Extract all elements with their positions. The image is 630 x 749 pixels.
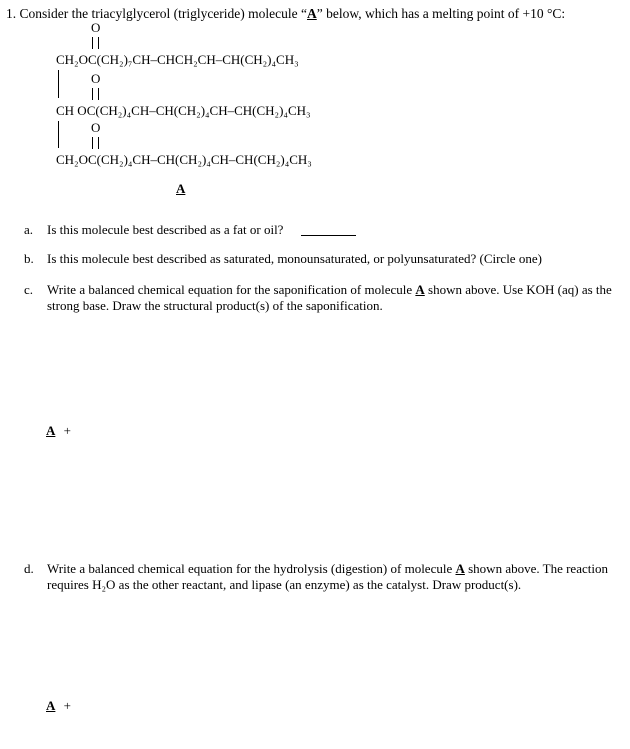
equation-d (46, 698, 71, 714)
double-bond-2 (92, 88, 99, 100)
equation-c-plus: + (63, 423, 71, 438)
glycerol-bond-1 (58, 70, 59, 98)
equation-c (46, 423, 71, 439)
question-text-after: ” below, which has a melting point of +10 °C: (316, 6, 566, 21)
question-text-before: Consider the triacylglycerol (triglyceride) molecule “ (19, 6, 308, 21)
double-bond-3 (92, 137, 99, 149)
part-c-letter: c. (24, 282, 34, 297)
molecule-label-ref-c: A (415, 282, 425, 297)
part-a-letter: a. (24, 222, 34, 237)
fatty-acid-chain-3: CH₂OC(CH₂)₄CH–CH(CH₂)₄CH–CH(CH₂)₄CH₃ (56, 152, 312, 167)
equation-d-plus: + (63, 698, 71, 713)
fatty-acid-chain-1: CH₂OC(CH₂)₇CH–CHCH₂CH–CH(CH₂)₄CH₃ (56, 52, 299, 67)
part-d-letter: d. (24, 561, 34, 576)
glycerol-bond-2 (58, 121, 59, 148)
molecule-label-ref-d: A (455, 561, 465, 576)
question-number: 1. (6, 6, 17, 21)
part-c-text: Write a balanced chemical equation for the saponification of molecule A shown above. Use KOH (aq) as the strong base. Draw the structural product(s) of the saponification. (47, 282, 612, 313)
molecule-label: A (176, 181, 186, 196)
part-b-letter: b. (24, 251, 34, 266)
part-d-text: Write a balanced chemical equation for the hydrolysis (digestion) of molecule A shown above. The reaction requires H₂O as the other reactant, and lipase (an enzyme) as the catalyst. Draw product(s). (47, 561, 608, 592)
carbonyl-oxygen-3: O (91, 120, 101, 135)
answer-blank-a[interactable] (301, 235, 356, 236)
fatty-acid-chain-2: CH OC(CH₂)₄CH–CH(CH₂)₄CH–CH(CH₂)₄CH₃ (56, 103, 311, 118)
double-bond-1 (92, 37, 99, 49)
carbonyl-oxygen-1: O (91, 20, 101, 35)
part-b-text: Is this molecule best described as saturated, monounsaturated, or polyunsaturated? (Circle one) (47, 251, 542, 266)
part-a-text: Is this molecule best described as a fat or oil? (47, 222, 284, 237)
carbonyl-oxygen-2: O (91, 71, 101, 86)
equation-d-label: A (46, 698, 56, 713)
molecule-label-ref: A (307, 6, 317, 21)
equation-c-label: A (46, 423, 56, 438)
question-header (6, 6, 565, 22)
